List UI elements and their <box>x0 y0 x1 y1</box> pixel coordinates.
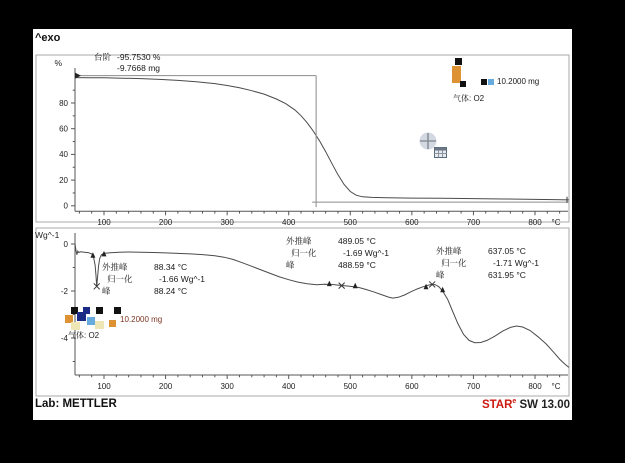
svg-text:800: 800 <box>528 218 542 227</box>
svg-text:0: 0 <box>63 201 68 211</box>
svg-text:°C: °C <box>551 382 561 391</box>
step-label: 台阶 <box>94 52 112 62</box>
legend-square-black-icon <box>455 58 462 65</box>
svg-text:40: 40 <box>59 150 68 160</box>
mouse-cursor-crosshair <box>417 130 451 162</box>
legend-square-black-icon <box>114 307 121 314</box>
sample-mass-bottom: 10.2000 mg <box>120 315 163 324</box>
peak-row-label: 归一化 <box>291 248 317 258</box>
step-tool-icon <box>435 148 447 158</box>
svg-text:600: 600 <box>405 218 419 227</box>
peak-row-label: 外推峰 <box>436 246 462 256</box>
svg-text:700: 700 <box>466 382 481 391</box>
peak-row-value: 488.59 °C <box>338 260 376 270</box>
svg-text:200: 200 <box>158 382 173 391</box>
peak-row-value: 631.95 °C <box>488 270 526 280</box>
legend-square-black-icon <box>460 81 466 87</box>
legend-square-orange-icon <box>109 320 116 327</box>
svg-text:0: 0 <box>63 239 68 249</box>
peak-row-value: 88.24 °C <box>154 286 188 296</box>
legend-square-cream-icon <box>71 322 80 330</box>
software-rest: SW 13.00 <box>516 398 570 411</box>
svg-text:400: 400 <box>282 218 296 227</box>
svg-text:100: 100 <box>97 382 111 391</box>
software-brand: STAR <box>481 398 513 411</box>
peak-row-label: 峰 <box>436 270 445 280</box>
peak-row-value: 88.34 °C <box>154 262 188 272</box>
peak-row-value: 489.05 °C <box>338 236 376 246</box>
peak-row-label: 峰 <box>286 260 295 270</box>
svg-text:500: 500 <box>343 382 357 391</box>
peak-row-label: 归一化 <box>107 274 133 284</box>
peak-row-value: -1.71 Wg^-1 <box>493 258 540 268</box>
legend-square-lightblue-icon <box>488 79 494 85</box>
svg-text:800: 800 <box>528 382 542 391</box>
svg-text:100: 100 <box>97 218 111 227</box>
sample-mass-top: 10.2000 mg <box>497 77 540 86</box>
peak-row-label: 外推峰 <box>286 236 312 246</box>
step-values <box>117 52 160 74</box>
exo-direction-label: ^exo <box>35 32 61 44</box>
peak-annotation-3 <box>436 245 539 281</box>
svg-text:400: 400 <box>282 382 296 391</box>
svg-text:200: 200 <box>158 218 173 227</box>
legend-square-lightblue-icon <box>87 317 95 325</box>
peak-annotation-2 <box>286 235 389 271</box>
gas-label-top: 气体: O2 <box>453 94 485 103</box>
legend-square-cream-icon <box>95 321 104 329</box>
legend-square-black-icon <box>481 79 487 85</box>
svg-text:20: 20 <box>59 175 68 185</box>
peak-row-value: -1.66 Wg^-1 <box>159 274 206 284</box>
lab-name-label: Lab: METTLER <box>35 398 117 410</box>
legend-square-navy-icon <box>77 312 86 321</box>
legend-square-black-icon <box>96 307 103 314</box>
step-mass: -9.7668 mg <box>117 63 161 73</box>
software-version-label <box>482 398 570 411</box>
svg-text:-2: -2 <box>60 286 68 296</box>
curve-legend-bottom <box>60 303 198 348</box>
svg-text:°C: °C <box>551 218 561 227</box>
step-percent: -95.7530 % <box>117 52 161 62</box>
peak-row-value: -1.69 Wg^-1 <box>343 248 390 258</box>
peak-annotation-1 <box>102 261 205 297</box>
software-brand-sup: e <box>512 398 517 405</box>
peak-row-value: 637.05 °C <box>488 246 526 256</box>
svg-text:80: 80 <box>59 98 68 108</box>
svg-text:300: 300 <box>220 218 234 227</box>
peak-row-label: 外推峰 <box>102 262 128 272</box>
svg-text:Wg^-1: Wg^-1 <box>35 230 60 240</box>
curve-legend-top <box>452 56 572 106</box>
svg-text:600: 600 <box>405 382 419 391</box>
svg-text:%: % <box>54 58 62 68</box>
svg-text:60: 60 <box>59 124 68 134</box>
svg-text:500: 500 <box>343 218 357 227</box>
svg-text:300: 300 <box>220 382 234 391</box>
svg-text:700: 700 <box>466 218 481 227</box>
svg-text:-4: -4 <box>60 333 68 343</box>
step-annotation <box>94 52 161 74</box>
peak-row-label: 归一化 <box>441 258 467 268</box>
gas-label-bottom: 气体: O2 <box>68 331 100 340</box>
peak-row-label: 峰 <box>102 286 111 296</box>
